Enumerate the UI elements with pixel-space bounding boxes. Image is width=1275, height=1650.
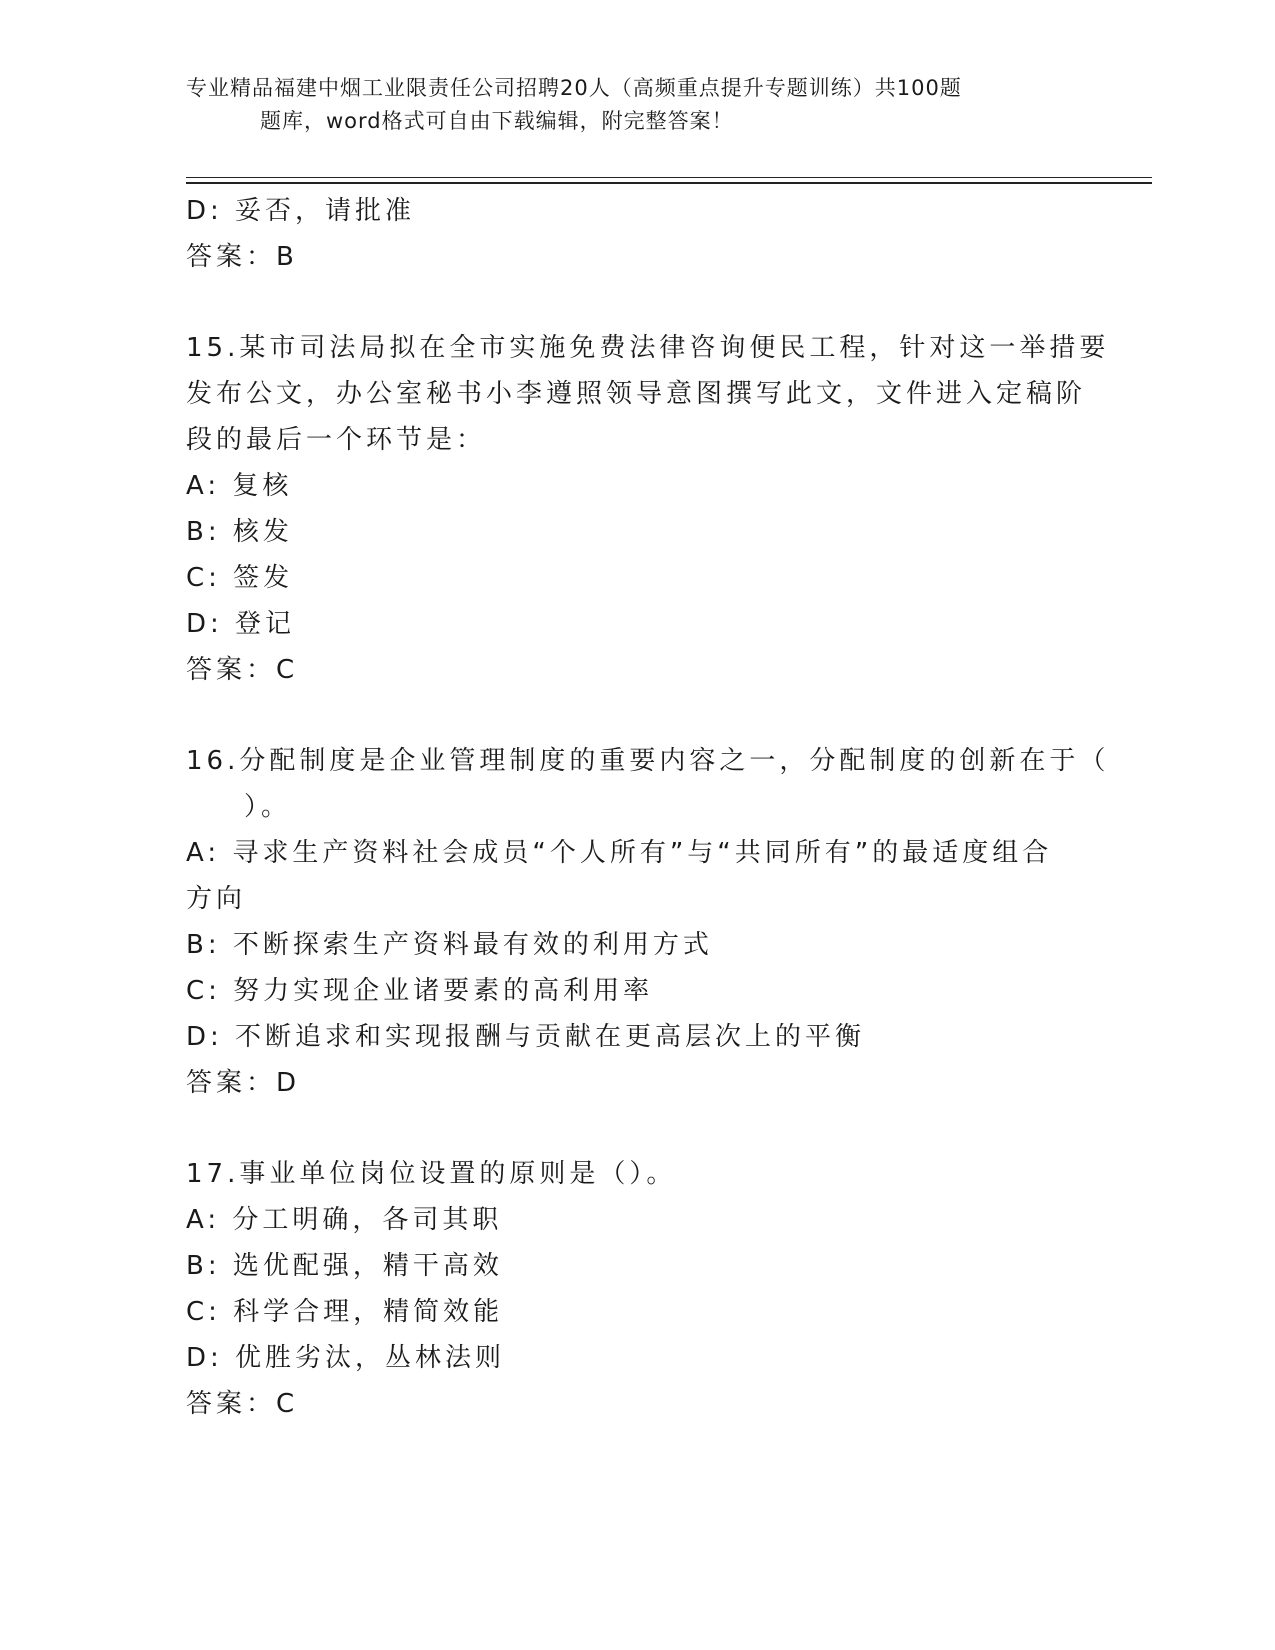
header-title-line2: 题库，word格式可自由下载编辑，附完整答案！ (260, 109, 734, 133)
header-rule-thin (186, 177, 1152, 178)
option-a: A: 寻求生产资料社会成员“个人所有”与“共同所有”的最适度组合 (186, 838, 1053, 868)
header-title-line1: 专业精品福建中烟工业限责任公司招聘20人（高频重点提升专题训练）共100题 (186, 76, 962, 100)
question-text-line: 发布公文，办公室秘书小李遵照领导意图撰写此文，文件进入定稿阶 (186, 379, 1087, 409)
option-c: C: 努力实现企业诸要素的高利用率 (186, 976, 654, 1006)
question-text-line: 段的最后一个环节是： (186, 425, 487, 455)
answer: 答案：B (186, 242, 298, 272)
option-d: D: 优胜劣汰，丛林法则 (186, 1343, 506, 1373)
question-text-line: 15.某市司法局拟在全市实施免费法律咨询便民工程，针对这一举措要 (186, 333, 1110, 363)
option-a: A: 复核 (186, 471, 293, 501)
question-14-tail (186, 188, 1066, 280)
question-15 (186, 325, 1110, 693)
option-c: C: 签发 (186, 563, 294, 593)
option-b: B: 核发 (186, 517, 293, 547)
question-text-line: 17.事业单位岗位设置的原则是（）。 (186, 1159, 677, 1189)
question-text-line: ）。 (244, 792, 292, 822)
option-d: D: 不断追求和实现报酬与贡献在更高层次上的平衡 (186, 1022, 866, 1052)
answer: 答案：C (186, 1389, 299, 1419)
option-c: C: 科学合理，精简效能 (186, 1297, 504, 1327)
question-17 (186, 1151, 1066, 1427)
option-a-continued: 方向 (186, 884, 247, 914)
question-16 (186, 738, 1110, 1106)
option-a: A: 分工明确，各司其职 (186, 1205, 503, 1235)
option-b: B: 选优配强，精干高效 (186, 1251, 503, 1281)
page-header (186, 72, 1066, 138)
option-b: B: 不断探索生产资料最有效的利用方式 (186, 930, 713, 960)
option-d: D: 妥否，请批准 (186, 196, 416, 226)
answer: 答案：C (186, 655, 299, 685)
answer: 答案：D (186, 1068, 301, 1098)
option-d: D: 登记 (186, 609, 296, 639)
document-body (186, 188, 1110, 1427)
question-text-line: 16.分配制度是企业管理制度的重要内容之一，分配制度的创新在于（ (186, 746, 1110, 776)
header-rule-thick (186, 182, 1152, 184)
